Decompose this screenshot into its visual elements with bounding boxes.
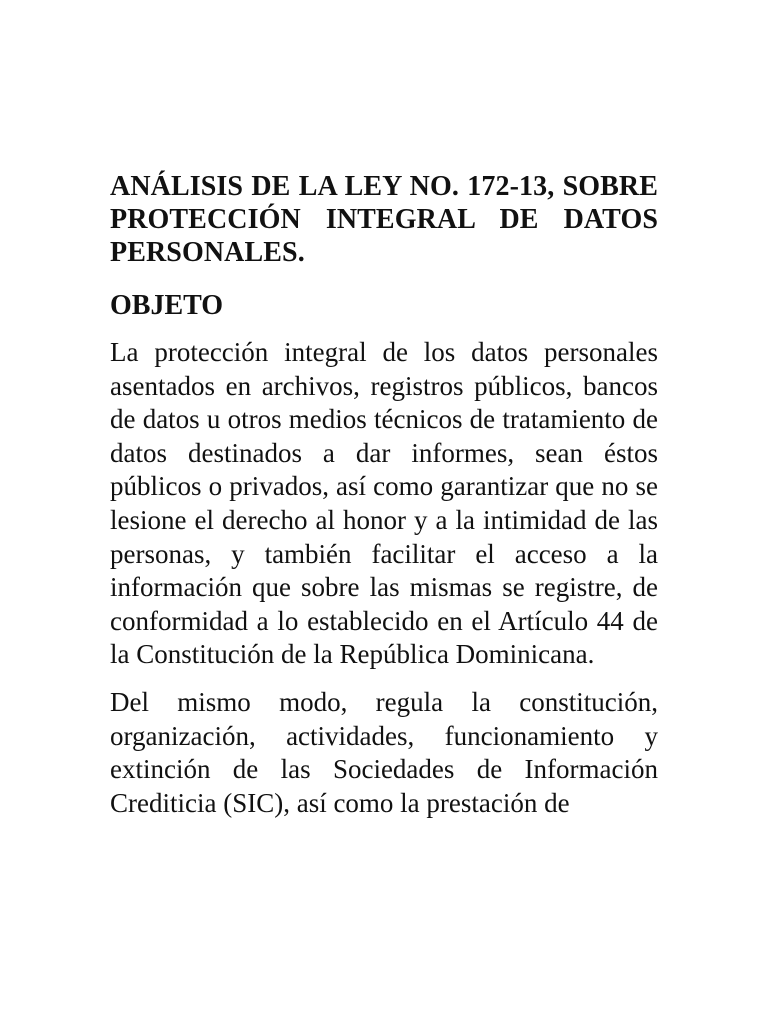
body-paragraph: Del mismo modo, regula la constitución, organización, actividades, funcionamiento y extinción de las Sociedades de Información Crediticia (SIC), así como la prestación de xyxy=(110,686,658,818)
document-page xyxy=(110,170,658,820)
body-paragraph: La protección integral de los datos personales asentados en archivos, registros públicos, bancos de datos u otros medios técnicos de tratamiento de datos destinados a dar informes, sean éstos públicos o privados, así como garantizar que no se lesione el derecho al honor y a la intimidad de las personas, y también facilitar el acceso a la información que sobre las mismas se registre, de conformidad a lo establecido en el Artículo 44 de la Constitución de la República Dominicana. xyxy=(110,337,658,670)
document-title: ANÁLISIS DE LA LEY NO. 172-13, SOBRE PROTECCIÓN INTEGRAL DE DATOS PERSONALES. xyxy=(110,171,658,268)
section-heading-objeto: OBJETO xyxy=(110,290,224,321)
